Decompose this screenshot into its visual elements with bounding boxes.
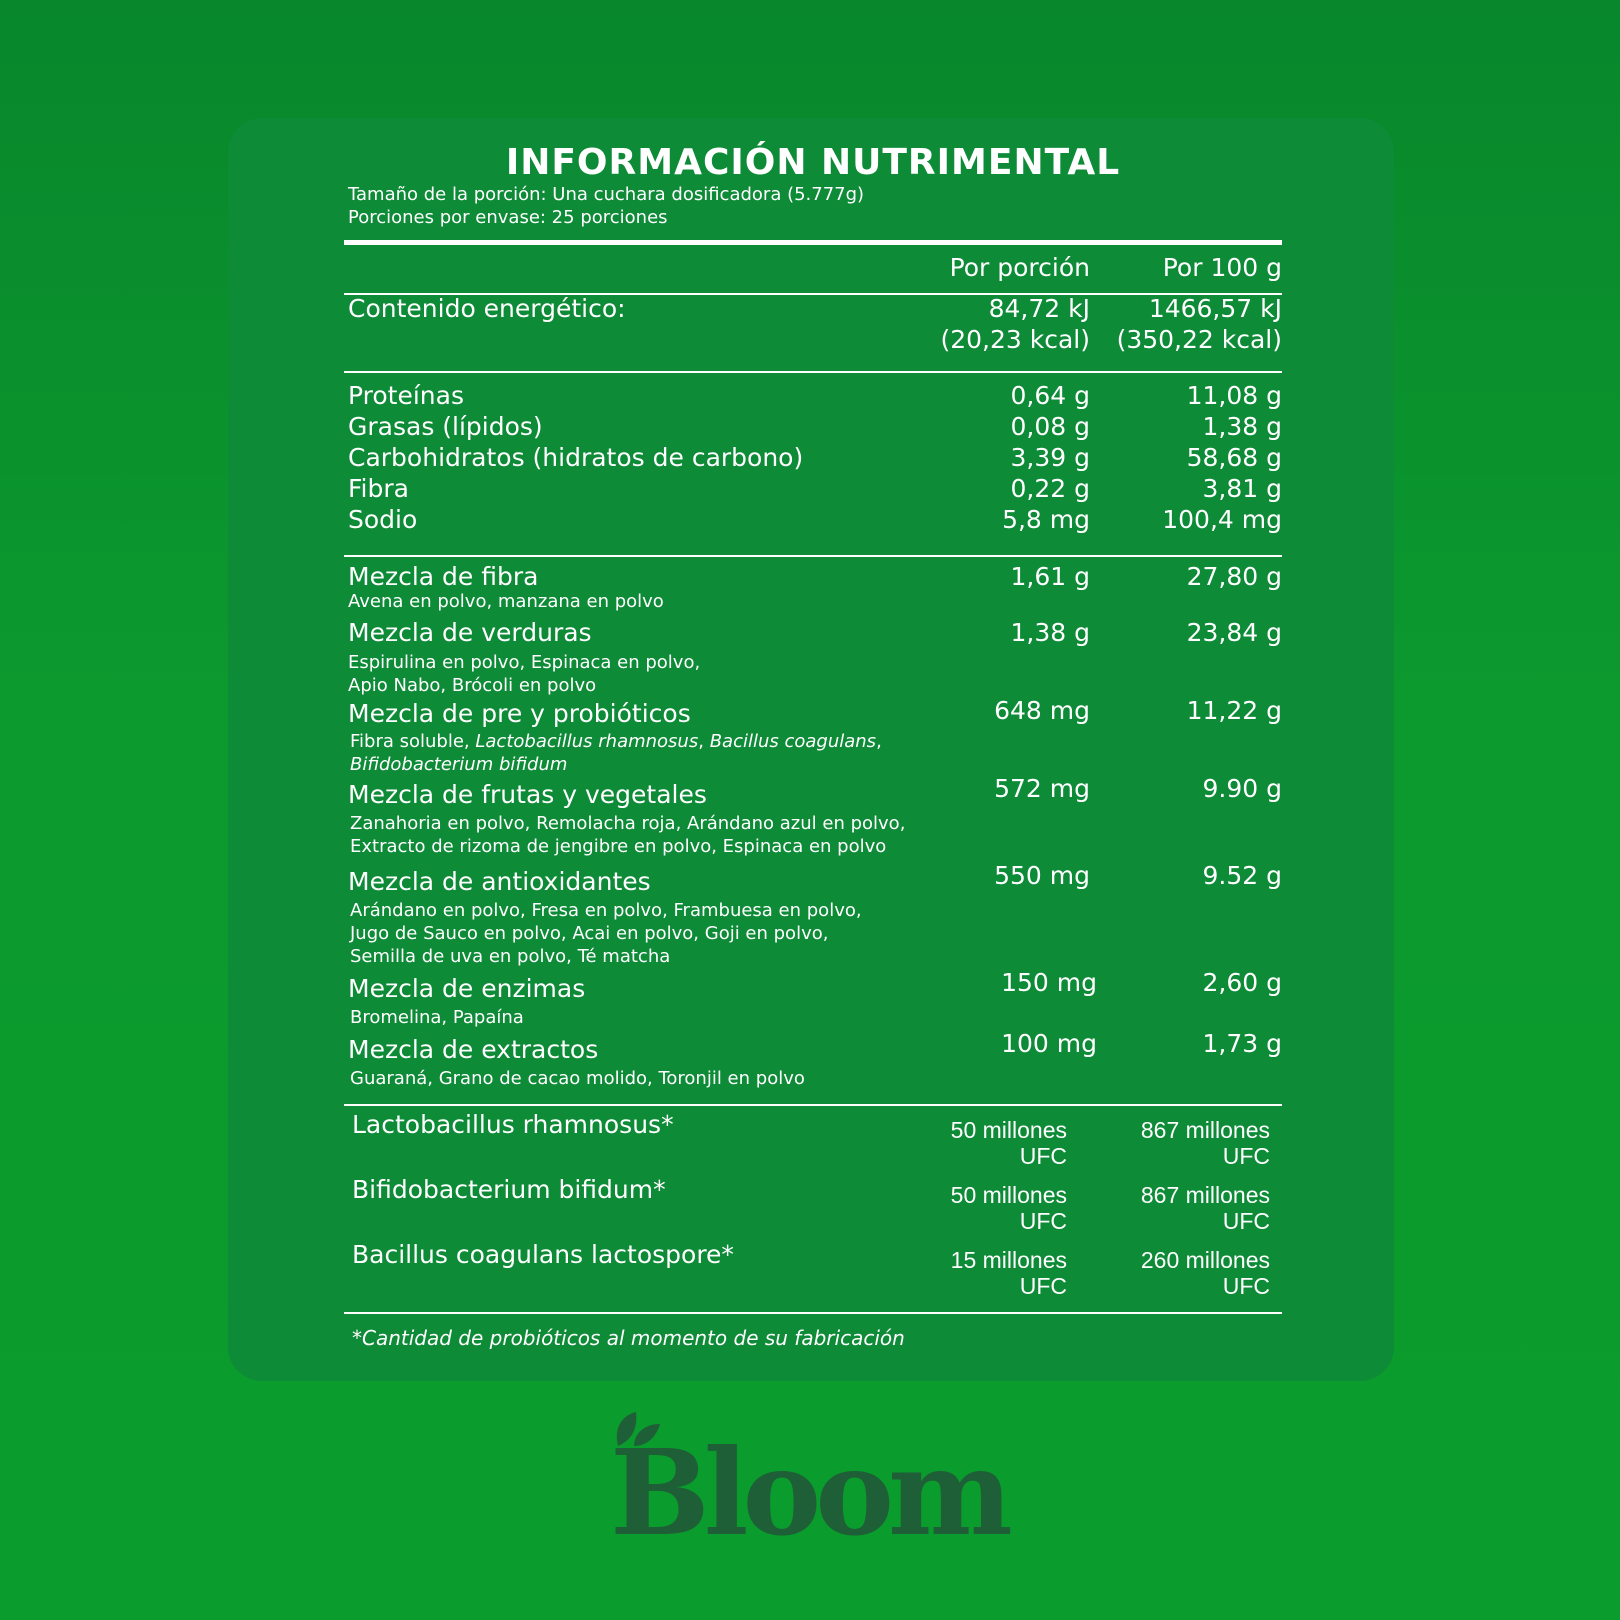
- energy-per-serving-kcal: (20,23 kcal): [940, 325, 1090, 354]
- blend-per-serving: 100 mg: [1001, 1029, 1097, 1058]
- nutrient-per-100g: 58,68 g: [1186, 443, 1282, 472]
- probiotic-per-100g-unit: UFC: [1222, 1143, 1270, 1169]
- blend-per-100g: 1,73 g: [1202, 1029, 1282, 1058]
- probiotic-label: Bifidobacterium bifidum*: [352, 1175, 666, 1204]
- column-header-per-100g: Por 100 g: [1162, 253, 1282, 282]
- blend-per-serving: 648 mg: [994, 696, 1090, 725]
- divider: [344, 371, 1282, 373]
- blend-ingredients: Apio Nabo, Brócoli en polvo: [348, 675, 597, 696]
- servings-per-container: Porciones por envase: 25 porciones: [348, 207, 668, 228]
- blend-per-serving: 1,61 g: [1010, 562, 1090, 591]
- footnote: *Cantidad de probióticos al momento de su fabricación: [352, 1326, 905, 1350]
- blend-ingredients: Jugo de Sauco en polvo, Acai en polvo, Goji en polvo,: [350, 923, 829, 944]
- ingredient-species: Bacillus coagulans: [709, 731, 877, 752]
- blend-ingredients: Extracto de rizoma de jengibre en polvo, Espinaca en polvo: [350, 836, 887, 857]
- probiotic-per-serving-unit: UFC: [1019, 1208, 1067, 1234]
- blend-ingredients: Guaraná, Grano de cacao molido, Toronjil en polvo: [350, 1068, 805, 1089]
- probiotic-label: Lactobacillus rhamnosus*: [352, 1110, 674, 1139]
- blend-per-serving: 550 mg: [994, 861, 1090, 890]
- probiotic-per-serving: 15 millones: [950, 1247, 1067, 1273]
- blend-ingredients: Espirulina en polvo, Espinaca en polvo,: [348, 652, 701, 673]
- blend-ingredients: Bromelina, Papaína: [350, 1007, 524, 1028]
- blend-label-enzimas: Mezcla de enzimas: [348, 974, 586, 1003]
- blend-ingredients: Avena en polvo, manzana en polvo: [348, 591, 664, 612]
- blend-label-frutas: Mezcla de frutas y vegetales: [348, 780, 707, 809]
- bloom-logo: [610, 1410, 1010, 1560]
- divider: [344, 240, 1282, 245]
- divider: [344, 1312, 1282, 1314]
- panel-title: INFORMACIÓN NUTRIMENTAL: [505, 142, 1121, 183]
- probiotic-per-100g: 867 millones: [1140, 1182, 1270, 1208]
- blend-per-100g: 23,84 g: [1186, 618, 1282, 647]
- nutrient-label: Sodio: [348, 505, 418, 534]
- probiotic-per-serving: 50 millones: [950, 1117, 1067, 1143]
- nutrient-per-100g: 11,08 g: [1186, 381, 1282, 410]
- blend-per-100g: 9.90 g: [1202, 774, 1282, 803]
- probiotic-per-100g-unit: UFC: [1222, 1208, 1270, 1234]
- blend-label-verduras: Mezcla de verduras: [348, 618, 592, 647]
- blend-per-serving: 150 mg: [1001, 968, 1097, 997]
- nutrition-table: [344, 118, 1282, 1381]
- nutrient-per-100g: 1,38 g: [1202, 412, 1282, 441]
- blend-per-100g: 27,80 g: [1186, 562, 1282, 591]
- blend-label-probioticos: Mezcla de pre y probióticos: [348, 699, 691, 728]
- energy-label: Contenido energético:: [348, 294, 626, 323]
- blend-per-serving: 1,38 g: [1010, 618, 1090, 647]
- nutrient-per-serving: 5,8 mg: [1002, 505, 1090, 534]
- blend-per-100g: 2,60 g: [1202, 968, 1282, 997]
- probiotic-per-100g: 260 millones: [1140, 1247, 1270, 1273]
- column-header-per-serving: Por porción: [949, 253, 1090, 282]
- nutrient-per-serving: 3,39 g: [1010, 443, 1090, 472]
- blend-label-antioxidantes: Mezcla de antioxidantes: [348, 867, 651, 896]
- ingredient-species: Bifidobacterium bifidum: [350, 754, 568, 775]
- probiotic-per-100g: 867 millones: [1140, 1117, 1270, 1143]
- divider: [344, 1104, 1282, 1106]
- logo-wordmark: Bloom: [610, 1423, 1007, 1562]
- blend-label-extractos: Mezcla de extractos: [348, 1035, 599, 1064]
- blend-ingredients: [350, 730, 882, 754]
- divider: [344, 555, 1282, 557]
- probiotic-per-serving-unit: UFC: [1019, 1273, 1067, 1299]
- nutrient-label: Grasas (lípidos): [348, 412, 543, 441]
- nutrient-per-100g: 3,81 g: [1202, 474, 1282, 503]
- nutrient-label: Carbohidratos (hidratos de carbono): [348, 443, 804, 472]
- blend-label-fibra: Mezcla de fibra: [348, 562, 539, 591]
- blend-per-100g: 11,22 g: [1186, 696, 1282, 725]
- probiotic-per-serving-unit: UFC: [1019, 1143, 1067, 1169]
- energy-per-100g-kj: 1466,57 kJ: [1148, 294, 1282, 323]
- serving-size: Tamaño de la porción: Una cuchara dosificadora (5.777g): [348, 184, 865, 205]
- blend-per-100g: 9.52 g: [1202, 861, 1282, 890]
- nutrient-per-serving: 0,22 g: [1010, 474, 1090, 503]
- nutrient-per-serving: 0,08 g: [1010, 412, 1090, 441]
- nutrient-label: Proteínas: [348, 381, 464, 410]
- blend-per-serving: 572 mg: [994, 774, 1090, 803]
- blend-ingredients: Arándano en polvo, Fresa en polvo, Frambuesa en polvo,: [350, 900, 862, 921]
- nutrient-per-serving: 0,64 g: [1010, 381, 1090, 410]
- nutrient-per-100g: 100,4 mg: [1162, 505, 1282, 534]
- blend-ingredients: Semilla de uva en polvo, Té matcha: [350, 946, 671, 967]
- ingredient-text: Fibra soluble,: [350, 731, 476, 752]
- blend-ingredients: Zanahoria en polvo, Remolacha roja, Arándano azul en polvo,: [350, 813, 906, 834]
- probiotic-label: Bacillus coagulans lactospore*: [352, 1240, 734, 1269]
- energy-per-serving-kj: 84,72 kJ: [988, 294, 1090, 323]
- ingredient-species: Lactobacillus rhamnosus: [475, 731, 699, 752]
- nutrient-label: Fibra: [348, 474, 409, 503]
- ingredient-text: ,: [698, 731, 710, 752]
- probiotic-per-100g-unit: UFC: [1222, 1273, 1270, 1299]
- ingredient-text: ,: [876, 731, 882, 752]
- probiotic-per-serving: 50 millones: [950, 1182, 1067, 1208]
- energy-per-100g-kcal: (350,22 kcal): [1116, 325, 1282, 354]
- nutrition-panel: [228, 118, 1394, 1381]
